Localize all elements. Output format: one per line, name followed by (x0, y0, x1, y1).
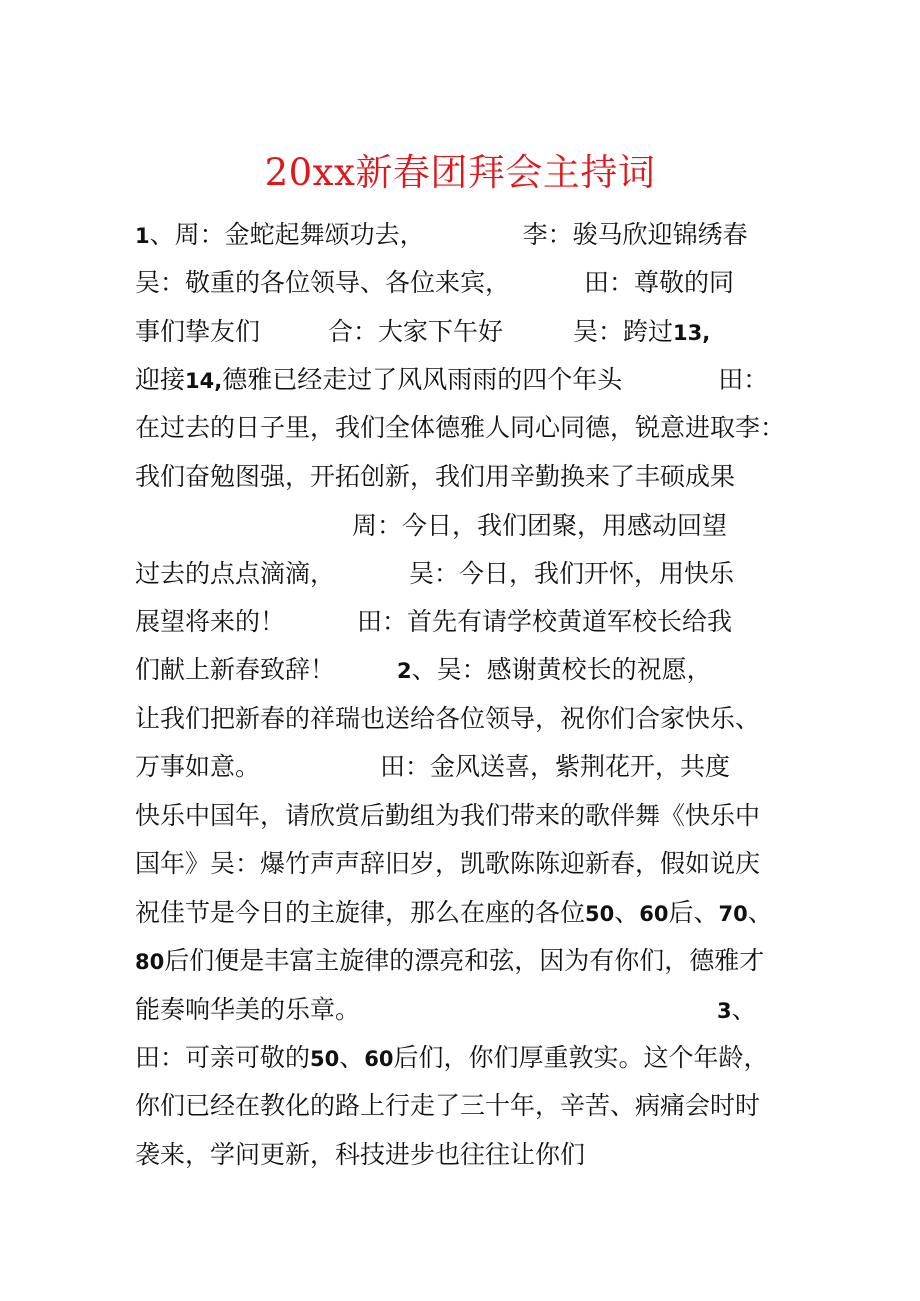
section-number: 2 (397, 659, 412, 683)
text-line-20 (135, 1138, 585, 1172)
line-text: 让我们把新春的祥瑞也送给各位领导，祝你们合家快乐、 (135, 704, 761, 733)
line-text: 过去的点点滴滴， (135, 559, 336, 588)
text-line-1 (135, 218, 748, 253)
year-number: 13, (673, 321, 711, 345)
text-line-2 (135, 266, 734, 300)
text-line-14 (135, 847, 760, 881)
text-line-3 (135, 315, 710, 350)
year-number: 14, (185, 369, 223, 393)
line-text: 们献上新春致辞！ (135, 655, 336, 684)
line-text: 田：可亲可敬的 (135, 1043, 311, 1072)
text-line-18 (135, 1041, 769, 1076)
line-text: 国年》吴：爆竹声声辞旧岁，凯歌陈陈迎新春，假如说庆 (135, 849, 761, 878)
age-number: 60 (364, 1047, 394, 1071)
line-text: 、周：金蛇起舞颂功去， (149, 220, 425, 249)
line-text: 快乐中国年，请欣赏后勤组为我们带来的歌伴舞《快乐中 (135, 801, 761, 830)
line-text: 迎接 (135, 365, 186, 394)
text-line-13 (135, 799, 760, 833)
line-text: 你们已经在教化的路上行走了三十年，辛苦、病痛会时时 (135, 1091, 761, 1120)
text-line-10 (135, 653, 712, 688)
line-text: 后们，你们厚重敦实。这个年龄， (393, 1043, 769, 1072)
line-text: 事们挚友们 (135, 317, 261, 346)
age-number: 50 (310, 1047, 340, 1071)
line-text: 合：大家下午好 (328, 317, 504, 346)
line-text: 吴：敬重的各位领导、各位来宾， (135, 268, 511, 297)
text-line-12 (135, 750, 730, 784)
line-text: 吴：今日，我们开怀，用快乐 (409, 559, 735, 588)
line-text: 、 (731, 995, 757, 1024)
text-line-16 (135, 944, 764, 979)
text-line-11 (135, 702, 760, 736)
section-number: 3 (717, 999, 732, 1023)
age-number: 80 (135, 950, 165, 974)
text-line-6 (135, 460, 735, 494)
line-text: 吴：跨过 (573, 317, 674, 346)
line-text: 田：尊敬的同 (584, 268, 735, 297)
text-line-15 (135, 896, 773, 931)
text-line-9 (135, 605, 732, 639)
age-number: 70 (718, 902, 748, 926)
text-line-17 (135, 993, 757, 1028)
line-text: 能奏响华美的乐章。 (135, 995, 361, 1024)
page-title: 20xx新春团拜会主持词 (264, 151, 656, 194)
line-text: 、吴：感谢黄校长的祝愿， (411, 655, 712, 684)
age-number: 50 (585, 902, 615, 926)
line-text: 田：首先有请学校黄道军校长给我 (357, 607, 733, 636)
line-text: 、 (747, 898, 773, 927)
text-line-7 (352, 509, 727, 543)
line-text: 在过去的日子里，我们全体德雅人同心同德，锐意进取李： (135, 413, 786, 442)
line-text: 李：骏马欣迎锦绣春 (522, 220, 748, 249)
line-text: 我们奋勉图强，开拓创新，我们用辛勤换来了丰硕成果 (135, 462, 736, 491)
line-text: 万事如意。 (135, 752, 261, 781)
text-line-5 (135, 411, 785, 445)
section-number: 1 (135, 224, 150, 248)
age-number: 60 (639, 902, 669, 926)
line-text: 袭来，学问更新，科技进步也往往让你们 (135, 1140, 586, 1169)
line-text: 后们便是丰富主旋律的漂亮和弦，因为有你们，德雅才 (164, 946, 765, 975)
line-text: 周：今日，我们团聚，用感动回望 (352, 511, 728, 540)
line-text: 后、 (668, 898, 719, 927)
line-text: 、 (614, 898, 640, 927)
text-line-8 (135, 557, 734, 591)
text-line-4 (135, 363, 768, 398)
line-text: 田： (718, 365, 769, 394)
line-text: 祝佳节是今日的主旋律，那么在座的各位 (135, 898, 586, 927)
text-line-19 (135, 1089, 760, 1123)
line-text: 德雅已经走过了风风雨雨的四个年头 (222, 365, 623, 394)
line-text: 、 (339, 1043, 365, 1072)
line-text: 田：金风送喜，紫荆花开，共度 (380, 752, 731, 781)
line-text: 展望将来的！ (135, 607, 286, 636)
